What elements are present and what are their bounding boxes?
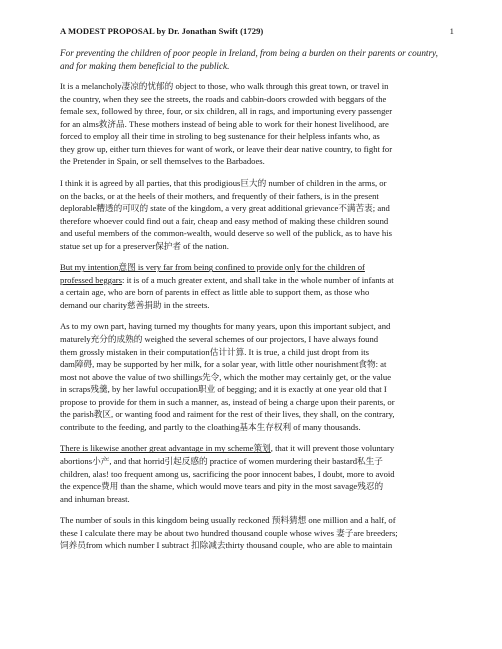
paragraph-list [60,80,448,552]
document-title: A MODEST PROPOSAL by Dr. Jonathan Swift (1729) [60,26,264,36]
document-subtitle: For preventing the children of poor people in Ireland, from being a burden on their parents or country, and for making them beneficial to the publick. [60,48,438,71]
body-paragraph: I think it is agreed by all parties, that this prodigious巨大的 number of children in the arms, or on the backs, or at the heels of their mothers, and frequently of their fathers, is in the present deplorable糟透的可叹的 state of the kingdom, a very great additional grievance不满苦衷; and therefore whoever could find out a fair, cheap and easy method of making these children sound and useful members of the common-wealth, would deserve so well of the publick, as to have his statue set up for a preserver保护者 of the nation. [60,178,392,251]
body-paragraph: But my intention意图 is very far from being confined to provide only for the children of professed beggars: it is of a much greater extent, and shall take in the whole number of infants at a certain age, who are born of parents in effect as little able to support them, as those who demand our charity慈善捐助 in the streets. [60,262,394,310]
page-header [60,26,454,36]
page-body [60,47,448,552]
body-paragraph: There is likewise another great advantage in my scheme策划, that it will prevent those voluntary abortions小产, and that horrid引起反感的 practice of women murdering their bastard私生子 children, alas! too frequent among us, sacrificing the poor innocent babes, I doubt, more to avoid the expence费用 than the shame, which would move tears and pity in the most savage残忍的 and inhuman breast. [60,443,395,504]
body-paragraph: The number of souls in this kingdom being usually reckoned 预料猜想 one million and a half, of these I calculate there may be about two hundred thousand couple whose wives 妻子are breeders; 饲养员from which number I subtract 扣除减去thirty thousand couple, who are able to maintain [60,515,398,551]
page-number: 1 [449,26,454,36]
body-paragraph: It is a melancholy凄凉的忧郁的 object to those, who walk through this great town, or travel in the country, when they see the streets, the roads and cabbin-doors crowded with beggars of the female sex, followed by three, four, or six children, all in rags, and importuning every passenger for an alms救济品. These mothers instead of being able to work for their honest livelihood, are forced to employ all their time in stroling to beg sustenance for their helpless infants who, as they grow up, either turn thieves for want of work, or leave their dear native country, to fight for the Pretender in Spain, or sell themselves to the Barbadoes. [60,81,393,167]
body-paragraph: As to my own part, having turned my thoughts for many years, upon this important subject, and maturely充分的成熟的 weighed the several schemes of our projectors, I have always found them grossly mistaken in their computation估计计算. It is true, a child just dropt from its dam障碍, may be supported by her milk, for a solar year, with little other nourishment食物: at most not above the value of two shillings先令, which the mother may certainly get, or the value in scraps残羹, by her lawful occupation职业 of begging; and it is exactly at one year old that I propose to provide for them in such a manner, as, instead of being a charge upon their parents, or the parish教区, or wanting food and raiment for the rest of their lives, they shall, on the contrary, contribute to the feeding, and partly to the cloathing基本生存权利 of many thousands. [60,321,395,432]
